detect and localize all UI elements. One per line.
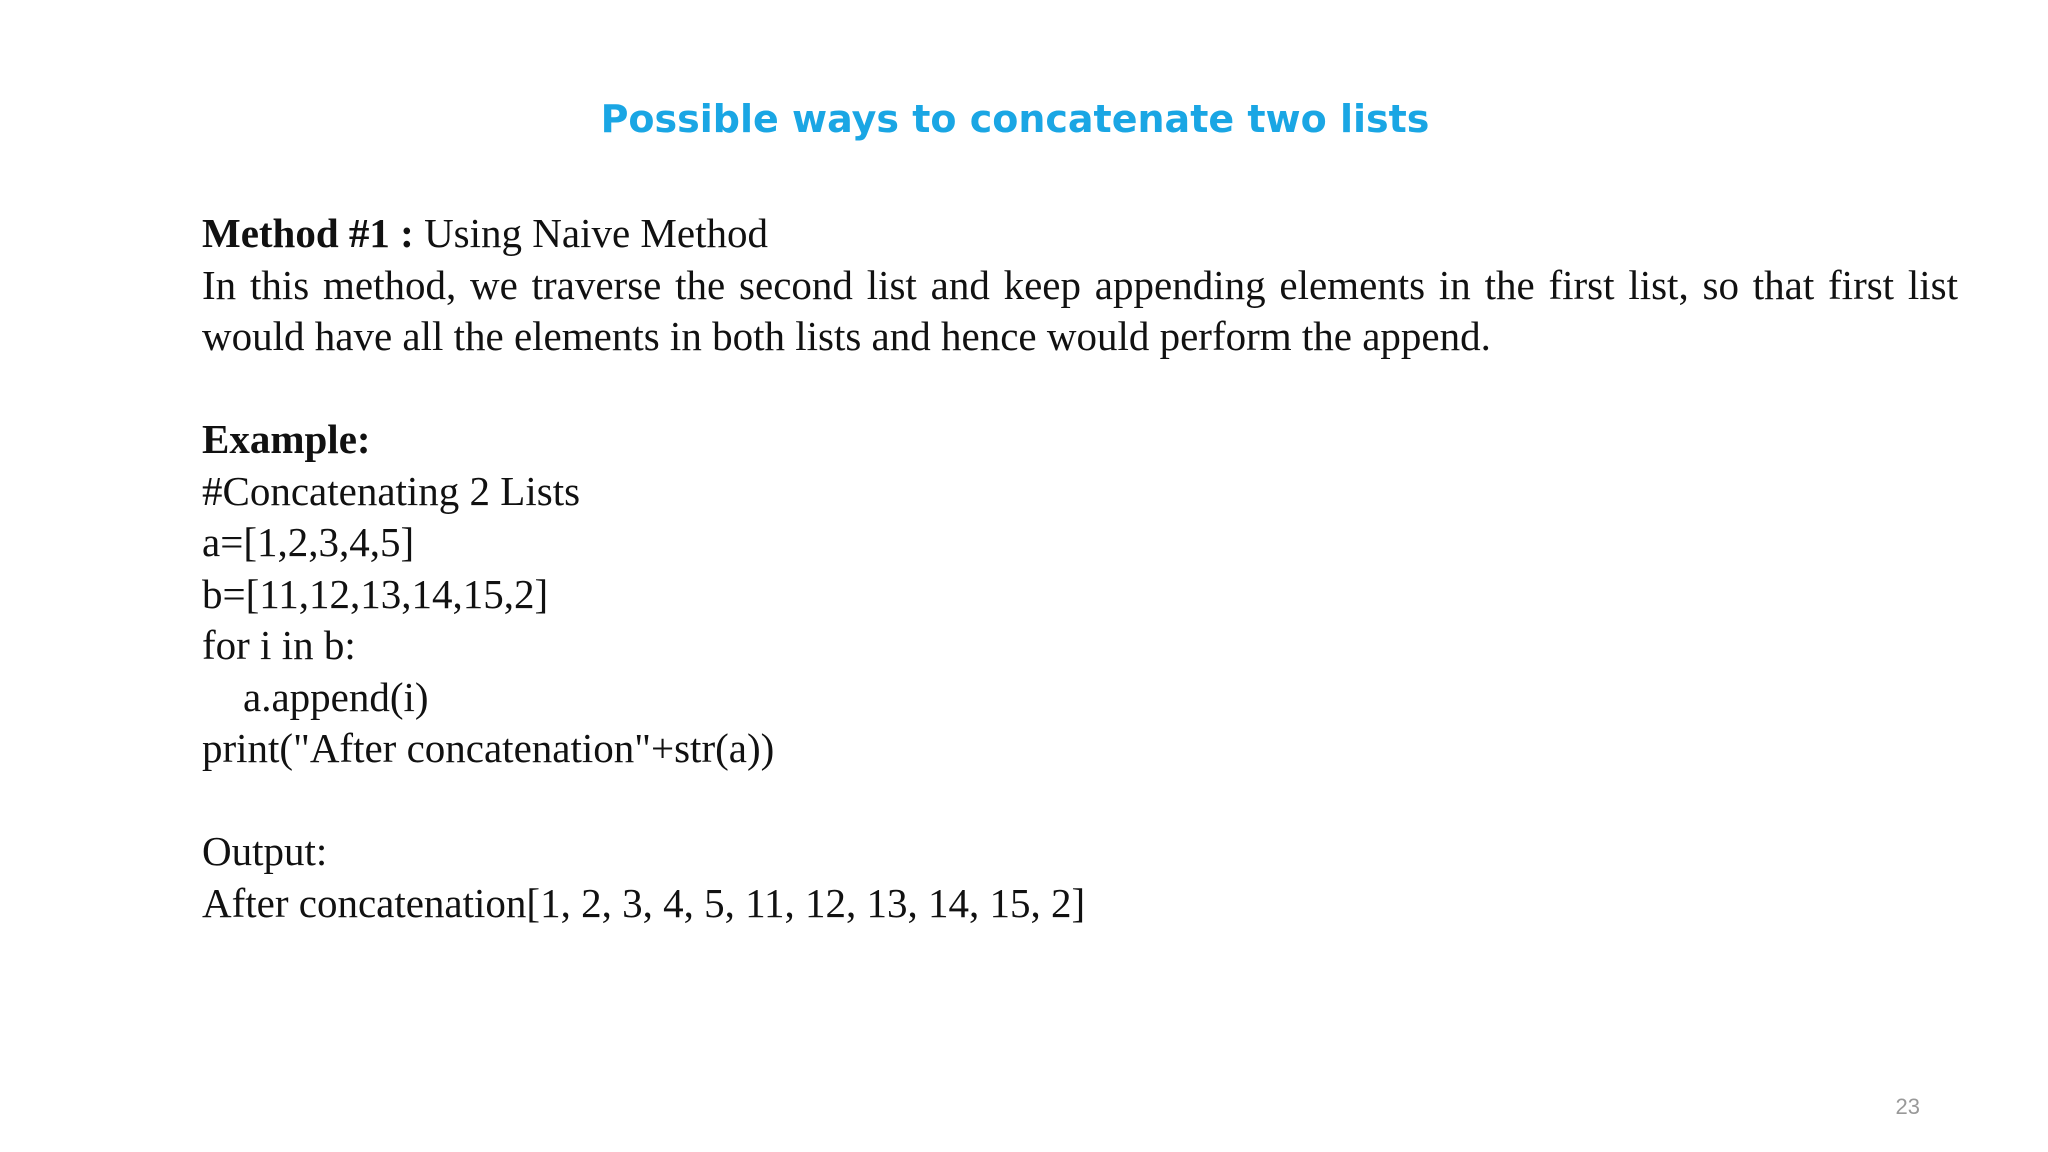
output-value: After concatenation[1, 2, 3, 4, 5, 11, 12, 13, 14, 15, 2] bbox=[202, 879, 1086, 926]
code-line: a=[1,2,3,4,5] bbox=[202, 519, 415, 565]
code-line: #Concatenating 2 Lists bbox=[202, 467, 581, 514]
method-heading bbox=[202, 208, 1958, 260]
code-line: b=[11,12,13,14,15,2] bbox=[202, 570, 549, 617]
example-label: Example: bbox=[202, 416, 371, 462]
spacer bbox=[202, 775, 1958, 827]
code-line: for i in b: bbox=[202, 622, 356, 668]
method-label: Method #1 : bbox=[202, 210, 414, 256]
output-label: Output: bbox=[202, 828, 328, 874]
code-line: print("After concatenation"+str(a)) bbox=[202, 725, 775, 771]
page-number: 23 bbox=[1895, 1094, 1920, 1119]
spacer bbox=[202, 363, 1958, 415]
method-description: In this method, we traverse the second list and keep appending elements in the first list, so that first list would have all the elements in both lists and hence would perform the append. bbox=[202, 261, 1958, 359]
code-line: a.append(i) bbox=[202, 673, 429, 720]
method-name: Using Naive Method bbox=[413, 210, 768, 256]
slide-title: Possible ways to concatenate two lists bbox=[600, 97, 1430, 141]
slide-body bbox=[202, 208, 1958, 929]
